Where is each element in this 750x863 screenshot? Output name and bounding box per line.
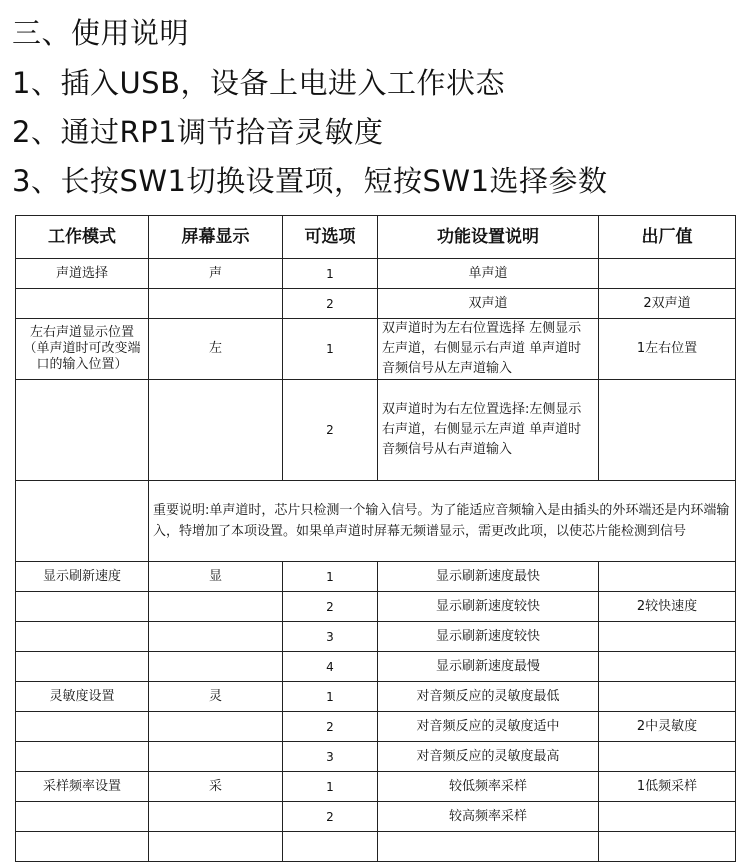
- table-row: [16, 652, 736, 682]
- display-cell: [149, 652, 283, 682]
- option-cell: 1: [283, 562, 378, 592]
- default-cell: 2双声道: [599, 289, 736, 319]
- default-cell: [599, 802, 736, 832]
- table-row: [16, 592, 736, 622]
- display-cell: 声: [149, 259, 283, 289]
- display-cell: [149, 622, 283, 652]
- description-cell: 对音频反应的灵敏度适中: [378, 712, 599, 742]
- description-cell: 对音频反应的灵敏度最高: [378, 742, 599, 772]
- mode-cell: 采样频率设置: [16, 772, 149, 802]
- option-cell: 2: [283, 380, 378, 481]
- mode-cell: [16, 802, 149, 832]
- instruction-step-3: 3、长按SW1切换设置项，短按SW1选择参数: [12, 164, 608, 198]
- option-cell: 3: [283, 742, 378, 772]
- mode-cell: [16, 380, 149, 481]
- important-note: 重要说明:单声道时，芯片只检测一个输入信号。为了能适应音频输入是由插头的外环端还是内环端输入，特增加了本项设置。如果单声道时屏幕无频谱显示，需更改此项，以使芯片能检测到信号: [149, 481, 736, 562]
- display-cell: [149, 289, 283, 319]
- mode-cell: [16, 289, 149, 319]
- mode-cell: [16, 592, 149, 622]
- section-heading: 三、使用说明: [12, 16, 190, 50]
- table-row: [16, 682, 736, 712]
- table-row: [16, 772, 736, 802]
- option-cell: 1: [283, 319, 378, 380]
- mode-cell: [16, 742, 149, 772]
- header-mode: 工作模式: [16, 216, 149, 259]
- option-cell: 1: [283, 259, 378, 289]
- mode-cell: [16, 652, 149, 682]
- description-cell: 显示刷新速度最快: [378, 562, 599, 592]
- display-cell: [149, 802, 283, 832]
- default-cell: [599, 622, 736, 652]
- mode-cell: [16, 832, 149, 862]
- option-cell: 2: [283, 289, 378, 319]
- mode-cell: [16, 481, 149, 562]
- table-row: [16, 802, 736, 832]
- default-cell: [599, 652, 736, 682]
- description-cell: 显示刷新速度最慢: [378, 652, 599, 682]
- default-cell: [599, 259, 736, 289]
- mode-cell: 左右声道显示位置（单声道时可改变端口的输入位置）: [16, 319, 149, 380]
- mode-cell: 声道选择: [16, 259, 149, 289]
- option-cell: 1: [283, 682, 378, 712]
- default-cell: [599, 380, 736, 481]
- display-cell: [149, 712, 283, 742]
- default-cell: 1左右位置: [599, 319, 736, 380]
- mode-cell: 显示刷新速度: [16, 562, 149, 592]
- display-cell: [149, 592, 283, 622]
- table-row: [16, 481, 736, 562]
- description-cell: 显示刷新速度较快: [378, 622, 599, 652]
- table-header-row: [16, 216, 736, 259]
- description-cell: 双声道时为右左位置选择:左侧显示右声道，右侧显示左声道 单声道时音频信号从右声道输入: [378, 380, 599, 481]
- mode-cell: [16, 712, 149, 742]
- default-cell: [599, 742, 736, 772]
- instruction-step-2: 2、通过RP1调节拾音灵敏度: [12, 115, 384, 149]
- table-row: [16, 289, 736, 319]
- option-cell: 2: [283, 712, 378, 742]
- table-row: [16, 712, 736, 742]
- description-cell: 双声道时为左右位置选择 左侧显示左声道，右侧显示右声道 单声道时音频信号从左声道输入: [378, 319, 599, 380]
- mode-cell: [16, 622, 149, 652]
- display-cell: 左: [149, 319, 283, 380]
- option-cell: 2: [283, 592, 378, 622]
- default-cell: [599, 682, 736, 712]
- header-option: 可选项: [283, 216, 378, 259]
- description-cell: 单声道: [378, 259, 599, 289]
- header-description: 功能设置说明: [378, 216, 599, 259]
- option-cell: 3: [283, 622, 378, 652]
- option-cell: 4: [283, 652, 378, 682]
- table-row: [16, 742, 736, 772]
- table-row: [16, 622, 736, 652]
- display-cell: [149, 742, 283, 772]
- description-cell: 显示刷新速度较快: [378, 592, 599, 622]
- description-cell: [378, 832, 599, 862]
- description-cell: 双声道: [378, 289, 599, 319]
- instruction-step-1: 1、插入USB，设备上电进入工作状态: [12, 66, 505, 100]
- default-cell: 2中灵敏度: [599, 712, 736, 742]
- table-row: [16, 259, 736, 289]
- table-row: [16, 380, 736, 481]
- display-cell: 采: [149, 772, 283, 802]
- default-cell: [599, 832, 736, 862]
- table-row: [16, 319, 736, 380]
- settings-table: [15, 215, 736, 862]
- option-cell: 2: [283, 802, 378, 832]
- default-cell: 1低频采样: [599, 772, 736, 802]
- display-cell: 灵: [149, 682, 283, 712]
- description-cell: 较高频率采样: [378, 802, 599, 832]
- option-cell: [283, 832, 378, 862]
- table-row: [16, 832, 736, 862]
- header-display: 屏幕显示: [149, 216, 283, 259]
- mode-cell: 灵敏度设置: [16, 682, 149, 712]
- default-cell: 2较快速度: [599, 592, 736, 622]
- description-cell: 较低频率采样: [378, 772, 599, 802]
- option-cell: 1: [283, 772, 378, 802]
- header-default: 出厂值: [599, 216, 736, 259]
- default-cell: [599, 562, 736, 592]
- display-cell: [149, 380, 283, 481]
- display-cell: [149, 832, 283, 862]
- description-cell: 对音频反应的灵敏度最低: [378, 682, 599, 712]
- table-row: [16, 562, 736, 592]
- display-cell: 显: [149, 562, 283, 592]
